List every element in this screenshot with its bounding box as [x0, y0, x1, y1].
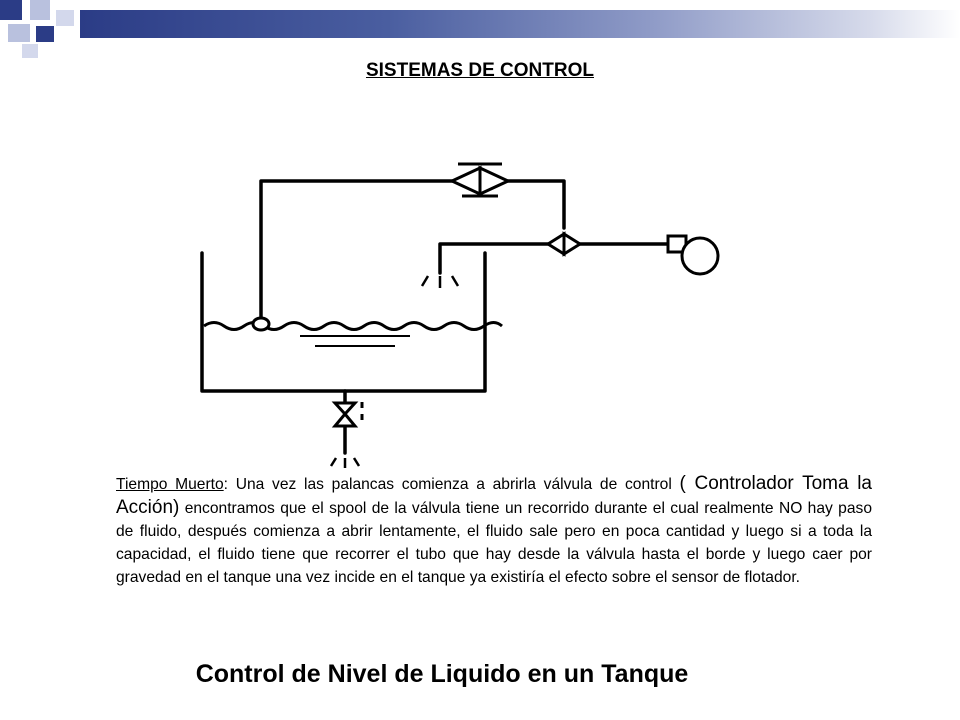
- outlet-spray: [422, 276, 458, 288]
- linkage-right: [508, 181, 564, 228]
- control-valve: [548, 234, 580, 254]
- tank-outline: [202, 253, 485, 391]
- header-gradient-bar: [80, 10, 960, 38]
- slide-logo: [0, 0, 80, 62]
- logo-square-light-1: [30, 0, 50, 20]
- term-dead-time: Tiempo Muerto: [116, 476, 224, 493]
- liquid-lines: [300, 336, 410, 346]
- logo-square-light-2: [8, 24, 30, 42]
- pump-symbol: [668, 236, 718, 274]
- slide-title-text: SISTEMAS DE CONTROL: [365, 60, 594, 81]
- tank-level-control-diagram: [140, 78, 780, 478]
- float-sensor: [253, 318, 269, 330]
- paragraph-part-2: encontramos que el spool de la válvula tiene un recorrido durante el cual realmente NO hay paso de fluido, después comienza a abrir lentamente, el fluido sale pero en poca cantidad y luego si a toda la capacidad, el fluido tiene que recorrer el tubo que hay desde la válvula hasta el borde y luego caer por gravedad en el tanque una vez incide en el tanque ya existiría el efecto sobre el sensor de flotador.: [116, 500, 872, 586]
- logo-square-dark-1: [0, 0, 22, 20]
- float-rod: [261, 181, 452, 323]
- slide-caption: Control de Nivel de Liquido en un Tanque: [195, 660, 689, 688]
- drain-valve: [335, 403, 355, 426]
- linkage-valve: [452, 164, 508, 196]
- dead-time-paragraph: [116, 472, 872, 589]
- logo-square-light-3: [56, 10, 74, 26]
- liquid-surface: [204, 323, 502, 330]
- paragraph-part-1: : Una vez las palancas comienza a abrirla válvula de control: [223, 476, 680, 493]
- logo-square-light-4: [22, 44, 38, 58]
- paragraph-highlight: ( Controlador Toma la Acción): [116, 473, 872, 518]
- logo-square-dark-2: [36, 26, 54, 42]
- drain-spray: [331, 458, 359, 468]
